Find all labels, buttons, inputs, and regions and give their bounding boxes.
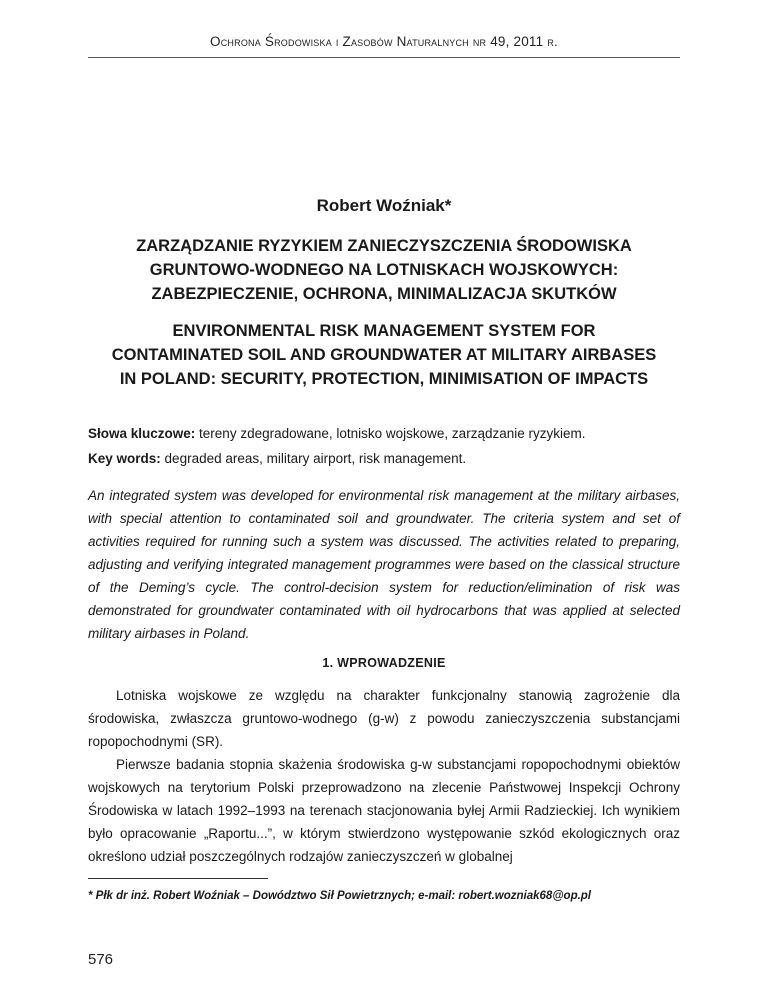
footnote: * Płk dr inż. Robert Woźniak – Dowództwo Sił Powietrznych; e-mail: robert.wozniak68@op.pl [88, 890, 592, 902]
title-english-line: IN POLAND: SECURITY, PROTECTION, MINIMISATION OF IMPACTS [119, 370, 649, 388]
paragraph: Pierwsze badania stopnia skażenia środowiska g-w substancjami ropopochodnymi obiektów wojskowych na terytorium Polski przeprowadzono na zlecenie Państwowej Inspekcji Ochrony Środowiska w latach 1992–1993 na terenach stacjonowania byłej Armii Radzieckiej. Ich wynikiem było opracowanie „Raportu...”, w którym stwierdzono występowanie szkód ekologicznych oraz określono udział poszczególnych rodzajów zanieczyszczeń w globalnej [88, 757, 680, 864]
journal-name: Ochrona Środowiska i Zasobów Naturalnych [210, 34, 469, 49]
title-polish-line: ZABEZPIECZENIE, OCHRONA, MINIMALIZACJA SKUTKÓW [151, 285, 617, 303]
title-english-line: CONTAMINATED SOIL AND GROUNDWATER AT MILITARY AIRBASES [111, 346, 657, 364]
issue-number: 49, 2011 [490, 34, 544, 49]
paragraph: Lotniska wojskowe ze względu na charakter funkcjonalny stanowią zagrożenie dla środowiska, zwłaszcza gruntowo-wodnego (g-w) z powodu zanieczyszczenia substancjami ropopochodnymi (SR). [88, 688, 680, 749]
issue-nr-label: nr [472, 34, 487, 49]
keywords-english [88, 450, 680, 468]
running-header [88, 34, 680, 49]
header-rule [88, 57, 680, 58]
author-name: Robert Woźniak* [316, 196, 452, 215]
title-polish [78, 234, 690, 306]
keywords-english-label: Key words: [88, 451, 161, 466]
keywords-polish-label: Słowa kluczowe: [88, 426, 196, 441]
abstract: An integrated system was developed for environmental risk management at the military airbases, with special attention to contaminated soil and groundwater. The criteria system and set of activities required for running such a system was discussed. The activities related to preparing, adjusting and verifying integrated management programmes were based on the classical structure of the Deming’s cycle. The control-decision system for reduction/elimination of risk was demonstrated for groundwater contaminated with oil hydrocarbons that was applied at selected military airbases in Poland. [88, 488, 680, 641]
keywords-english-text: degraded areas, military airport, risk management. [164, 451, 467, 466]
title-polish-line: GRUNTOWO-WODNEGO NA LOTNISKACH WOJSKOWYCH: [149, 261, 619, 279]
title-english-line: ENVIRONMENTAL RISK MANAGEMENT SYSTEM FOR [172, 322, 596, 340]
footnote-rule [88, 878, 268, 879]
section-heading: 1. WPROWADZENIE [322, 656, 446, 670]
issue-year-suffix: r. [547, 34, 558, 49]
page-number: 576 [88, 951, 114, 968]
body-text [88, 684, 680, 868]
keywords-polish [88, 425, 680, 443]
title-english [78, 319, 690, 391]
keywords-polish-text: tereny zdegradowane, lotnisko wojskowe, zarządzanie ryzykiem. [199, 426, 586, 441]
title-polish-line: ZARZĄDZANIE RYZYKIEM ZANIECZYSZCZENIA ŚRODOWISKA [136, 237, 632, 255]
